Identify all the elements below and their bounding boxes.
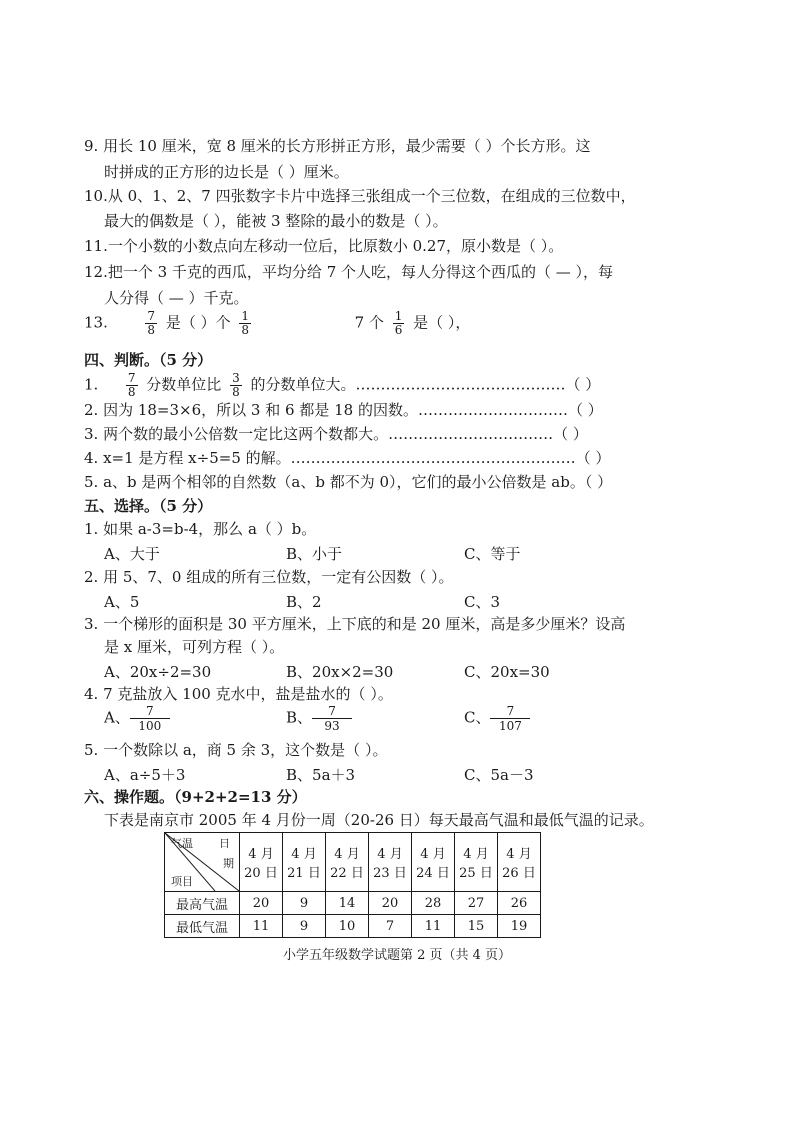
table-cell: 19 — [498, 915, 541, 938]
table-cell: 14 — [326, 892, 369, 915]
date-cell: 4 月 22 日 — [326, 833, 369, 892]
choice-q3-line2: 是 x 厘米，可列方程（ ）。 — [104, 638, 285, 656]
choice-q2-option-b: B、2 — [286, 593, 322, 611]
choice-q2-option-a: A、5 — [104, 593, 140, 611]
q13-text3: 是（ ）， — [413, 313, 471, 332]
table-cell: 28 — [412, 892, 455, 915]
q9-line1: 9. 用长 10 厘米，宽 8 厘米的长方形拼正方形，最少需要（ ）个长方形。这 — [84, 137, 591, 155]
q13-line — [84, 310, 470, 337]
choice-q5-option-b: B、5a＋3 — [286, 766, 356, 784]
choice-q4-option-b: B、 $\frac{7}{93}$ — [286, 704, 352, 733]
table-row-high — [165, 892, 541, 915]
table-cell: 7 — [369, 915, 412, 938]
table-cell: 26 — [498, 892, 541, 915]
table-cell: 9 — [283, 892, 326, 915]
table-corner-cell — [165, 833, 240, 892]
date-cell: 4 月 26 日 — [498, 833, 541, 892]
choice-q2: 2. 用 5、7、0 组成的所有三位数，一定有公因数（ ）。 — [84, 568, 454, 586]
fraction-1-8: $\frac{1}{8}$ — [241, 309, 250, 337]
choice-q5: 5. 一个数除以 a，商 5 余 3，这个数是（ ）。 — [84, 741, 388, 759]
section6-title: 六、操作题。（9+2+2=13 分） — [84, 788, 307, 806]
choice-q3-option-a: A、20x÷2=30 — [104, 663, 212, 681]
fraction-3-8: $\frac{3}{8}$ — [232, 371, 240, 399]
table-cell: 20 — [369, 892, 412, 915]
table-cell: 15 — [455, 915, 498, 938]
judge-item-4: 4. x=1 是方程 x÷5=5 的解。…………………………………………………（ ） — [84, 449, 611, 467]
corner-label-temp: 气温 — [171, 837, 193, 850]
choice-q4-option-c: C、 $\frac{7}{107}$ — [464, 704, 530, 733]
q9-line2: 时拼成的正方形的边长是（ ）厘米。 — [104, 163, 349, 181]
date-cell: 4 月 23 日 — [369, 833, 412, 892]
choice-q5-option-a: A、a÷5＋3 — [104, 766, 186, 784]
row-label: 最低气温 — [165, 915, 240, 938]
q13-text2: 7 个 — [354, 313, 384, 332]
choice-q5-option-c: C、5a－3 — [464, 766, 534, 784]
fraction-7-8: $\frac{7}{8}$ — [147, 309, 156, 337]
q10-line2: 最大的偶数是（ ），能被 3 整除的最小的数是（ ）。 — [104, 212, 448, 230]
choice-q1-option-c: C、等于 — [464, 545, 521, 563]
table-header-row — [165, 833, 541, 892]
table-cell: 9 — [283, 915, 326, 938]
corner-label-date-2: 期 — [223, 857, 234, 870]
section6-intro: 下表是南京市 2005 年 4 月份一周（20-26 日）每天最高气温和最低气温的记录。 — [104, 811, 654, 829]
table-cell: 11 — [240, 915, 283, 938]
choice-q1-option-a: A、大于 — [104, 545, 160, 563]
table-cell: 27 — [455, 892, 498, 915]
table-cell: 20 — [240, 892, 283, 915]
judge-item-5: 5. a、b 是两个相邻的自然数（a、b 都不为 0），它们的最小公倍数是 ab。（ ） — [84, 473, 613, 491]
choice-q4: 4. 7 克盐放入 100 克水中，盐是盐水的（ ）。 — [84, 685, 393, 703]
q10-line1: 10.从 0、1、2、7 四张数字卡片中选择三张组成一个三位数，在组成的三位数中， — [84, 187, 636, 205]
page-footer: 小学五年级数学试题第 2 页（共 4 页） — [282, 948, 512, 963]
temperature-table — [164, 832, 541, 938]
corner-label-date-1: 日 — [219, 837, 230, 850]
table-row-low — [165, 915, 541, 938]
choice-q3-option-b: B、20x×2=30 — [286, 663, 394, 681]
q13-text1: 是（ ）个 — [165, 313, 231, 332]
choice-q3-line1: 3. 一个梯形的面积是 30 平方厘米，上下底的和是 20 厘米，高是多少厘米？设高 — [84, 615, 626, 633]
corner-label-item: 项目 — [171, 875, 193, 888]
q13-number: 13. — [84, 313, 108, 332]
choice-q4-option-a: A、 $\frac{7}{100}$ — [104, 704, 170, 733]
choice-q2-option-c: C、3 — [464, 593, 501, 611]
q12-line2: 人分得（ — ）千克。 — [104, 289, 249, 307]
date-cell: 4 月 24 日 — [412, 833, 455, 892]
section5-title: 五、选择。（5 分） — [84, 497, 213, 515]
date-cell: 4 月 25 日 — [455, 833, 498, 892]
choice-q1-option-b: B、小于 — [286, 545, 343, 563]
q12-line1: 12.把一个 3 千克的西瓜，平均分给 7 个人吃，每人分得这个西瓜的（ — ），每 — [84, 263, 614, 281]
table-cell: 11 — [412, 915, 455, 938]
fraction-7-8: $\frac{7}{8}$ — [127, 371, 136, 399]
choice-q1: 1. 如果 a-3=b-4，那么 a（ ）b。 — [84, 520, 317, 538]
table-cell: 10 — [326, 915, 369, 938]
judge-item-2: 2. 因为 18=3×6，所以 3 和 6 都是 18 的因数。…………………………（ ） — [84, 401, 603, 419]
q11-line1: 11.一个小数的小数点向左移动一位后，比原数小 0.27，原小数是（ ）。 — [84, 237, 564, 255]
fraction-1-6: $\frac{1}{6}$ — [394, 309, 403, 337]
judge-item-1: 1. $\frac{7}{8}$ 分数单位比 $\frac{3}{8}$ 的分数单位大。……………………………………（ ） — [84, 371, 601, 399]
judge-item-3: 3. 两个数的最小公倍数一定比这两个数都大。……………………………（ ） — [84, 425, 588, 443]
section4-title: 四、判断。（5 分） — [84, 351, 213, 369]
choice-q3-option-c: C、20x=30 — [464, 663, 550, 681]
date-cell: 4 月 20 日 — [240, 833, 283, 892]
date-cell: 4 月 21 日 — [283, 833, 326, 892]
row-label: 最高气温 — [165, 892, 240, 915]
